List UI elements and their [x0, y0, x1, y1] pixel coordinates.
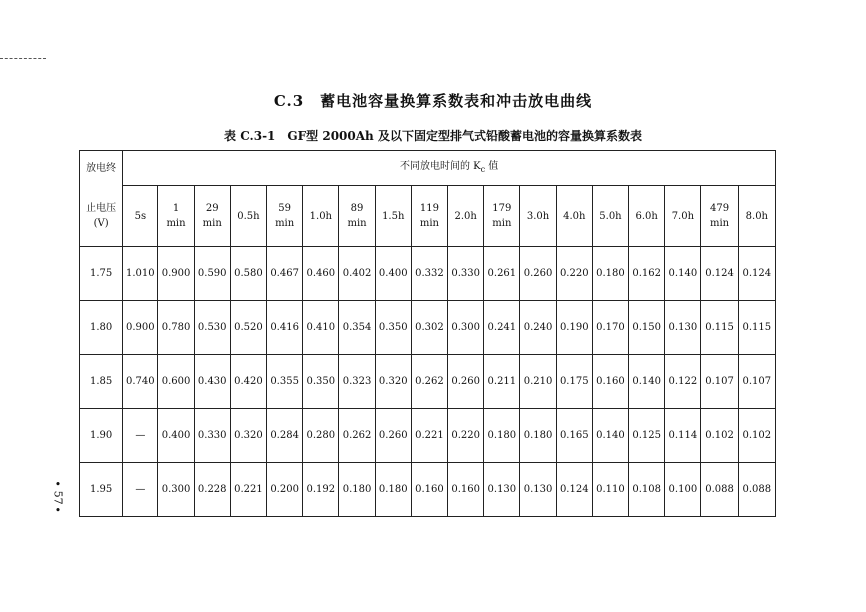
voltage-cell: 1.90: [80, 409, 123, 463]
table-row: [80, 355, 776, 409]
coefficient-cell: 0.160: [448, 463, 484, 517]
coefficient-cell: 0.160: [592, 355, 628, 409]
coefficient-cell: 0.354: [339, 301, 375, 355]
coefficient-cell: 0.400: [158, 409, 194, 463]
coefficient-cell: 0.260: [520, 247, 556, 301]
coefficient-cell: 0.130: [484, 463, 520, 517]
column-header-bottom: min: [347, 218, 367, 229]
coefficient-cell: 0.460: [303, 247, 339, 301]
coefficient-cell: —: [123, 409, 158, 463]
column-header-bottom: min: [492, 218, 512, 229]
row-header-line1: 放电终: [86, 162, 117, 174]
coefficient-cell: 0.170: [592, 301, 628, 355]
coefficient-cell: 0.400: [375, 247, 411, 301]
coefficient-cell: 0.900: [158, 247, 194, 301]
coefficient-cell: 0.220: [448, 409, 484, 463]
coefficient-cell: 0.332: [411, 247, 447, 301]
coefficient-cell: 0.355: [267, 355, 303, 409]
coefficient-cell: 0.130: [665, 301, 701, 355]
group-header: [123, 151, 776, 186]
column-header: [303, 186, 339, 247]
coefficient-cell: 0.180: [484, 409, 520, 463]
coefficient-cell: 0.180: [520, 409, 556, 463]
table-row: [80, 409, 776, 463]
group-header-suffix: 值: [485, 161, 499, 173]
coefficient-cell: 0.211: [484, 355, 520, 409]
coefficient-cell: 0.262: [339, 409, 375, 463]
coefficient-cell: 0.600: [158, 355, 194, 409]
coefficient-cell: 0.330: [194, 409, 230, 463]
column-header: [194, 186, 230, 247]
coefficient-cell: 0.130: [520, 463, 556, 517]
column-header-top: 1: [172, 203, 180, 214]
coefficient-cell: 0.320: [230, 409, 266, 463]
coefficient-cell: 0.900: [123, 301, 158, 355]
table-row: [80, 247, 776, 301]
coefficient-cell: 0.114: [665, 409, 701, 463]
row-header-label: [80, 151, 123, 186]
coefficient-cell: 0.402: [339, 247, 375, 301]
coefficient-cell: 0.107: [701, 355, 738, 409]
coefficient-cell: 0.107: [738, 355, 775, 409]
coefficient-cell: 0.200: [267, 463, 303, 517]
coefficient-cell: 0.180: [339, 463, 375, 517]
coefficient-cell: 0.150: [629, 301, 665, 355]
coefficient-cell: —: [123, 463, 158, 517]
row-header-line2: 止电压: [86, 202, 117, 214]
coefficient-cell: 0.228: [194, 463, 230, 517]
coefficient-cell: 0.240: [520, 301, 556, 355]
table-row: [80, 301, 776, 355]
coefficient-cell: 0.241: [484, 301, 520, 355]
page-dot-bottom: •: [54, 504, 62, 518]
column-header-top: 6.0h: [635, 210, 658, 222]
coefficient-cell: 0.302: [411, 301, 447, 355]
coefficient-cell: 0.110: [592, 463, 628, 517]
column-header: [448, 186, 484, 247]
coefficient-cell: 0.210: [520, 355, 556, 409]
column-header-top: 179: [492, 203, 512, 214]
column-header-top: 1.0h: [309, 210, 332, 222]
column-header-top: 479: [710, 203, 730, 214]
column-header: [230, 186, 266, 247]
coefficient-cell: 0.284: [267, 409, 303, 463]
coefficient-cell: 0.192: [303, 463, 339, 517]
coefficient-cell: 0.165: [556, 409, 592, 463]
coefficient-cell: 0.300: [158, 463, 194, 517]
coefficient-cell: 0.261: [484, 247, 520, 301]
coefficient-cell: 0.220: [556, 247, 592, 301]
column-header: [701, 186, 738, 247]
column-header: [484, 186, 520, 247]
coefficient-cell: 0.430: [194, 355, 230, 409]
column-header-top: 7.0h: [671, 210, 695, 222]
column-header-top: 5s: [134, 210, 147, 222]
coefficient-cell: 0.088: [738, 463, 775, 517]
column-header-bottom: min: [710, 218, 730, 229]
column-header: [339, 186, 375, 247]
column-header-bottom: min: [275, 218, 295, 229]
coefficient-cell: 0.780: [158, 301, 194, 355]
page-dot-top: •: [54, 478, 62, 491]
row-header-unit: (V): [93, 217, 109, 229]
coefficient-cell: 0.180: [592, 247, 628, 301]
coefficient-cell: 0.100: [665, 463, 701, 517]
coefficient-cell: 0.124: [556, 463, 592, 517]
coefficient-cell: 0.262: [411, 355, 447, 409]
column-header: [629, 186, 665, 247]
column-header-top: 0.5h: [237, 210, 260, 222]
group-header-prefix: 不同放电时间的 K: [399, 161, 481, 173]
page-number: 57: [51, 490, 65, 505]
coefficient-cell: 0.300: [448, 301, 484, 355]
column-header: [520, 186, 556, 247]
table-row: [80, 463, 776, 517]
column-header-top: 1.5h: [382, 210, 405, 222]
coefficient-cell: 0.175: [556, 355, 592, 409]
coefficient-cell: 0.140: [665, 247, 701, 301]
coefficient-cell: 0.180: [375, 463, 411, 517]
coefficient-cell: 0.124: [738, 247, 775, 301]
voltage-cell: 1.95: [80, 463, 123, 517]
column-header: [411, 186, 447, 247]
column-header: [123, 186, 158, 247]
coefficient-cell: 0.162: [629, 247, 665, 301]
coefficient-cell: 0.108: [629, 463, 665, 517]
coefficient-cell: 0.520: [230, 301, 266, 355]
coefficient-cell: 0.416: [267, 301, 303, 355]
scan-edge-mark: [0, 58, 46, 59]
column-header-top: 5.0h: [599, 210, 622, 222]
column-header-top: 89: [350, 203, 364, 214]
coefficient-cell: 0.190: [556, 301, 592, 355]
coefficient-cell: 0.115: [701, 301, 738, 355]
column-header-top: 3.0h: [526, 210, 550, 222]
coefficient-cell: 0.221: [230, 463, 266, 517]
capacity-coefficient-table: [79, 150, 776, 517]
coefficient-cell: 0.580: [230, 247, 266, 301]
coefficient-cell: 0.221: [411, 409, 447, 463]
coefficient-cell: 0.350: [375, 301, 411, 355]
coefficient-cell: 0.740: [123, 355, 158, 409]
coefficient-cell: 0.323: [339, 355, 375, 409]
column-header: [267, 186, 303, 247]
coefficient-cell: 0.124: [701, 247, 738, 301]
coefficient-cell: 0.122: [665, 355, 701, 409]
column-header-top: 4.0h: [563, 210, 586, 222]
column-header-top: 119: [419, 203, 439, 214]
coefficient-cell: 0.530: [194, 301, 230, 355]
group-header-subscript: c: [480, 165, 486, 175]
column-header: [665, 186, 701, 247]
coefficient-cell: 0.320: [375, 355, 411, 409]
column-header: [738, 186, 775, 247]
coefficient-cell: 0.260: [448, 355, 484, 409]
voltage-cell: 1.85: [80, 355, 123, 409]
coefficient-cell: 0.420: [230, 355, 266, 409]
section-title: C.3 蓄电池容量换算系数表和冲击放电曲线: [273, 92, 593, 110]
column-header-bottom: min: [166, 218, 186, 229]
coefficient-cell: 0.160: [411, 463, 447, 517]
column-header: [158, 186, 194, 247]
coefficient-cell: 0.260: [375, 409, 411, 463]
row-header-unit-cell: [80, 186, 123, 247]
column-header-top: 2.0h: [454, 210, 477, 222]
coefficient-cell: 0.088: [701, 463, 738, 517]
coefficient-cell: 0.140: [629, 355, 665, 409]
coefficient-cell: 0.410: [303, 301, 339, 355]
coefficient-cell: 0.140: [592, 409, 628, 463]
coefficient-cell: 0.125: [629, 409, 665, 463]
page-number-block: [50, 478, 66, 518]
column-header: [592, 186, 628, 247]
column-header-top: 8.0h: [745, 210, 768, 222]
coefficient-cell: 0.280: [303, 409, 339, 463]
coefficient-cell: 0.467: [267, 247, 303, 301]
column-header: [556, 186, 592, 247]
coefficient-cell: 0.102: [701, 409, 738, 463]
column-header-bottom: min: [202, 218, 222, 229]
column-header-top: 29: [205, 203, 219, 214]
coefficient-cell: 0.330: [448, 247, 484, 301]
voltage-cell: 1.80: [80, 301, 123, 355]
column-header-bottom: min: [419, 218, 439, 229]
coefficient-cell: 0.350: [303, 355, 339, 409]
column-header: [375, 186, 411, 247]
coefficient-cell: 0.115: [738, 301, 775, 355]
coefficient-cell: 1.010: [123, 247, 158, 301]
column-header-top: 59: [278, 203, 291, 214]
coefficient-cell: 0.102: [738, 409, 775, 463]
table-title: 表 C.3-1 GF型 2000Ah 及以下固定型排气式铅酸蓄电池的容量换算系数表: [224, 129, 642, 143]
voltage-cell: 1.75: [80, 247, 123, 301]
coefficient-cell: 0.590: [194, 247, 230, 301]
